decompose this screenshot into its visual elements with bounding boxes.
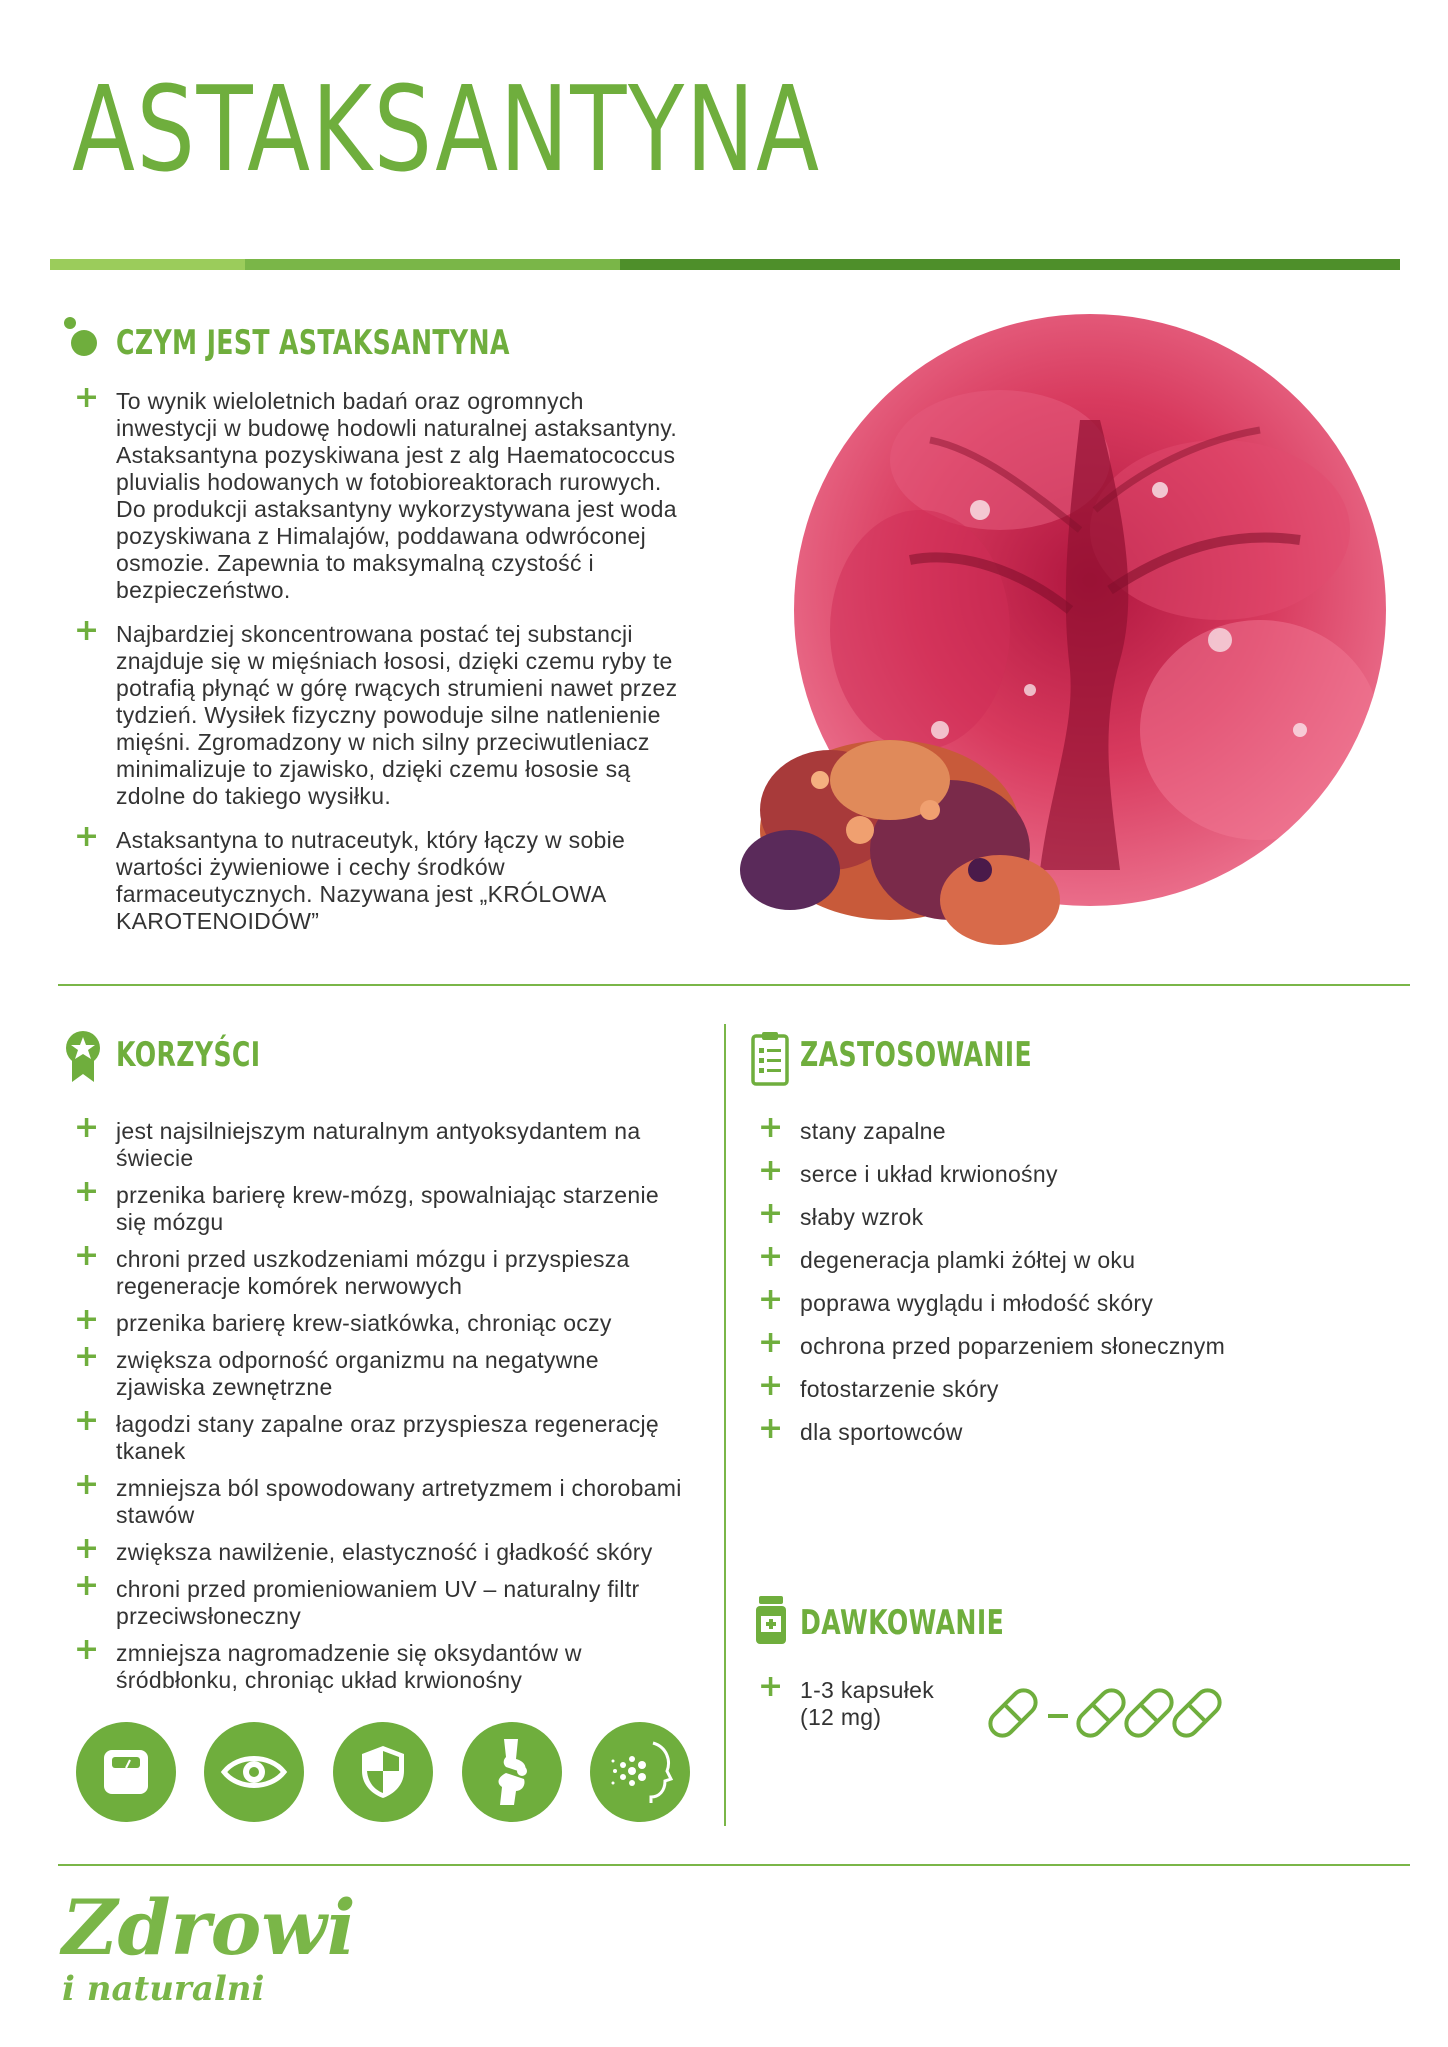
list-item: + degeneracja plamki żółtej w oku [758, 1247, 1398, 1274]
benefits-list [74, 1118, 694, 1704]
section-divider [58, 984, 1410, 986]
list-item: + zwiększa odporność organizmu na negatywne zjawiska zewnętrzne [74, 1347, 694, 1401]
eye-icon [204, 1722, 304, 1822]
page-title: ASTAKSANTYNA [72, 60, 821, 198]
list-item: + Najbardziej skoncentrowana postać tej substancji znajduje się w mięśniach łososi, dzięki czemu ryby te potrafią płynąć w górę rwących strumieni nawet przez tydzień. Wysiłek fizyczny powoduje silne natlenienie mięśni. Zgromadzony w nich silny przeciwutleniacz minimalizuje to zjawisko, dzięki czemu łososie są zdolne do takiego wysiłku. [74, 621, 684, 810]
algae-illustration [700, 310, 1400, 975]
column-divider [724, 1024, 726, 1826]
list-item: + poprawa wyglądu i młodość skóry [758, 1290, 1398, 1317]
what-is-list [74, 388, 684, 952]
scale-icon [76, 1722, 176, 1822]
capsule-icon [1121, 1685, 1176, 1740]
list-item: + łagodzi stany zapalne oraz przyspiesza regenerację tkanek [74, 1411, 694, 1465]
list-item: + zmniejsza ból spowodowany artretyzmem i chorobami stawów [74, 1475, 694, 1529]
title-underline-bar [50, 259, 1400, 270]
capsule-icon [1169, 1685, 1224, 1740]
list-item: + stany zapalne [758, 1118, 1398, 1145]
uses-heading: ZASTOSOWANIE [800, 1035, 1033, 1075]
list-item: + fotostarzenie skóry [758, 1376, 1398, 1403]
pill-bottle-icon [754, 1594, 788, 1651]
capsule-icon [1073, 1685, 1128, 1740]
list-item: + zmniejsza nagromadzenie się oksydantów w śródbłonku, chroniąc układ krwionośny [74, 1640, 694, 1694]
list-item: + chroni przed uszkodzeniami mózgu i przyspiesza regeneracje komórek nerwowych [74, 1246, 694, 1300]
list-item: + chroni przed promieniowaniem UV – naturalny filtr przeciwsłoneczny [74, 1576, 694, 1630]
face-skin-icon [590, 1722, 690, 1822]
capsule-icon [985, 1685, 1040, 1740]
logo-tagline: i naturalni [62, 1969, 265, 2009]
list-item: + przenika barierę krew-siatkówka, chroniąc oczy [74, 1310, 694, 1337]
logo-wordmark: Zdrowi [62, 1883, 356, 1972]
capsule-range-graphic [980, 1680, 1240, 1751]
list-item: + przenika barierę krew-mózg, spowalniając starzenie się mózgu [74, 1182, 694, 1236]
shield-icon [333, 1722, 433, 1822]
dosage-amount: 1-3 kapsułek [800, 1677, 935, 1703]
list-item: + jest najsilniejszym naturalnym antyoksydantem na świecie [74, 1118, 694, 1172]
list-item: + ochrona przed poparzeniem słonecznym [758, 1333, 1398, 1360]
dosage-mg: (12 mg) [800, 1704, 882, 1730]
list-item: + słaby wzrok [758, 1204, 1398, 1231]
list-item: + To wynik wieloletnich badań oraz ogromnych inwestycji w budowę hodowli naturalnej astaksantyny. Astaksantyna pozyskiwana jest z alg Haematococcus pluvialis hodowanych w fotobioreaktorach rurowych. Do produkcji astaksantyny wykorzystywana jest woda pozyskiwana z Himalajów, poddawana odwróconej osmozie. Zapewnia to maksymalną czystość i bezpieczeństwo. [74, 388, 684, 604]
footer-divider [58, 1864, 1410, 1866]
list-item: + zwiększa nawilżenie, elastyczność i gładkość skóry [74, 1539, 694, 1566]
list-item: + Astaksantyna to nutraceutyk, który łączy w sobie wartości żywieniowe i cechy środków farmaceutycznych. Nazywana jest „KRÓLOWA KAROTENOIDÓW” [74, 827, 684, 935]
award-ribbon-icon [64, 1030, 102, 1087]
dot-bullet-icon [62, 315, 100, 364]
benefits-heading: KORZYŚCI [116, 1035, 261, 1075]
clipboard-checklist-icon [750, 1030, 790, 1091]
joint-icon [462, 1722, 562, 1822]
list-item: + serce i układ krwionośny [758, 1161, 1398, 1188]
what-is-heading: CZYM JEST ASTAKSANTYNA [116, 323, 510, 363]
uses-list [758, 1118, 1398, 1462]
dosage-heading: DAWKOWANIE [800, 1603, 1005, 1643]
list-item: + dla sportowców [758, 1419, 1398, 1446]
